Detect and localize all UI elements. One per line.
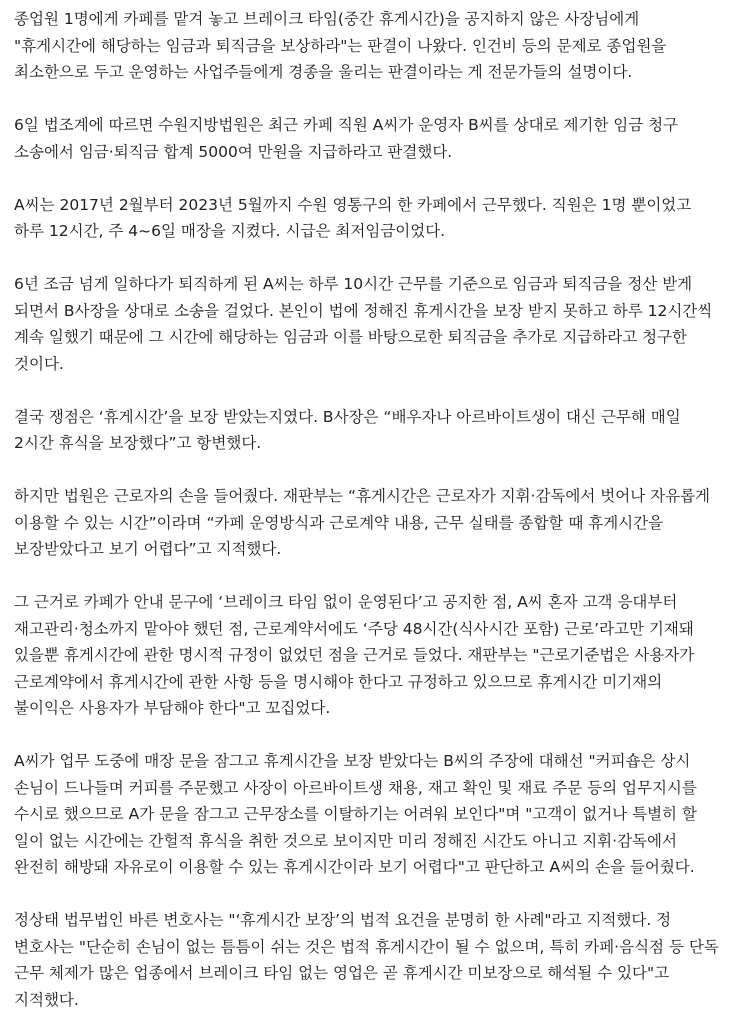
article-paragraph: 하지만 법원은 근로자의 손을 들어줬다. 재판부는 “휴게시간은 근로자가 지휘·감독에서 벗어나 자유롭게 이용할 수 있는 시간”이라며 “카페 운영방식과 근로계약 내용, 근무 실태를 종합할 때 휴게시간을 보장받았다고 보기 어렵다”고 지적했다.	[14, 487, 711, 558]
article-paragraph: 정상태 법무법인 바른 변호사는 "‘휴게시간 보장’의 법적 요건을 분명히 한 사례"라고 지적했다. 정 변호사는 "단순히 손님이 없는 틈틈이 쉬는 것은 법적 휴게시간이 될 수 없으며, 특히 카페·음식점 등 단독 근무 체제가 많은 업종에서 브레이크 타임 없는 영업은 곧 휴게시간 미보장으로 해석될 수 있다"고 지적했다.	[14, 911, 719, 1009]
article-paragraph: 6일 법조계에 따르면 수원지방법원은 최근 카페 직원 A씨가 운영자 B씨를 상대로 제기한 임금 청구 소송에서 임금·퇴직금 합계 5000여 만원을 지급하라고 판결했다.	[14, 116, 679, 161]
article-paragraph: 그 근거로 카페가 안내 문구에 ‘브레이크 타임 없이 운영된다’고 공지한 점, A씨 혼자 고객 응대부터 재고관리·청소까지 맡아야 했던 점, 근로계약서에도 ‘주당 48시간(식사시간 포함) 근로’라고만 기재돼 있을뿐 휴게시간에 관한 명시적 규정이 없었던 점을 근거로 들었다. 재판부는 "근로기준법은 사용자가 근로계약에서 휴게시간에 관한 사항 등을 명시해야 한다고 규정하고 있으므로 휴게시간 미기재의 불이익은 사용자가 부담해야 한다"고 꼬집었다.	[14, 593, 695, 717]
article-paragraph: A씨가 업무 도중에 매장 문을 잠그고 휴게시간을 보장 받았다는 B씨의 주장에 대해선 "커피숍은 상시 손님이 드나들며 커피를 주문했고 사장이 아르바이트생 채용, 재고 확인 및 재료 주문 등의 업무지시를 수시로 했으므로 A가 문을 잠그고 근무장소를 이탈하기는 어려워 보인다"며 "고객이 없거나 특별히 할 일이 없는 시간에는 간헐적 휴식을 취한 것으로 보이지만 미리 정해진 시간도 아니고 지휘·감독에서 완전히 해방돼 자유로이 이용할 수 있는 휴게시간이라 보기 어렵다"고 판단하고 A씨의 손을 들어줬다.	[14, 752, 697, 876]
article-paragraph: 결국 쟁점은 ‘휴게시간’을 보장 받았는지였다. B사장은 “배우자나 아르바이트생이 대신 근무해 매일 2시간 휴식을 보장했다”고 항변했다.	[14, 407, 681, 452]
article-paragraph: A씨는 2017년 2월부터 2023년 5월까지 수원 영통구의 한 카페에서 근무했다. 직원은 1명 뿐이었고 하루 12시간, 주 4~6일 매장을 지켰다. 시급은 최저임금이었다.	[14, 195, 692, 240]
article-body	[0, 6, 737, 1013]
article-paragraph: 6년 조금 넘게 일하다가 퇴직하게 된 A씨는 하루 10시간 근무를 기준으로 임금과 퇴직금을 정산 받게 되면서 B사장을 상대로 소송을 걸었다. 본인이 법에 정해진 휴게시간을 보장 받지 못하고 하루 12시간씩 계속 일했기 때문에 그 시간에 해당하는 임금과 이를 바탕으로한 퇴직금을 추가로 지급하라고 청구한 것이다.	[14, 275, 713, 373]
article-paragraph: 종업원 1명에게 카페를 맡겨 놓고 브레이크 타임(중간 휴게시간)을 공지하지 않은 사장님에게 "휴게시간에 해당하는 임금과 퇴직금을 보상하라"는 판결이 나왔다. 인건비 등의 문제로 종업원을 최소한으로 두고 운영하는 사업주들에게 경종을 울리는 판결이라는 게 전문가들의 설명이다.	[14, 10, 667, 81]
